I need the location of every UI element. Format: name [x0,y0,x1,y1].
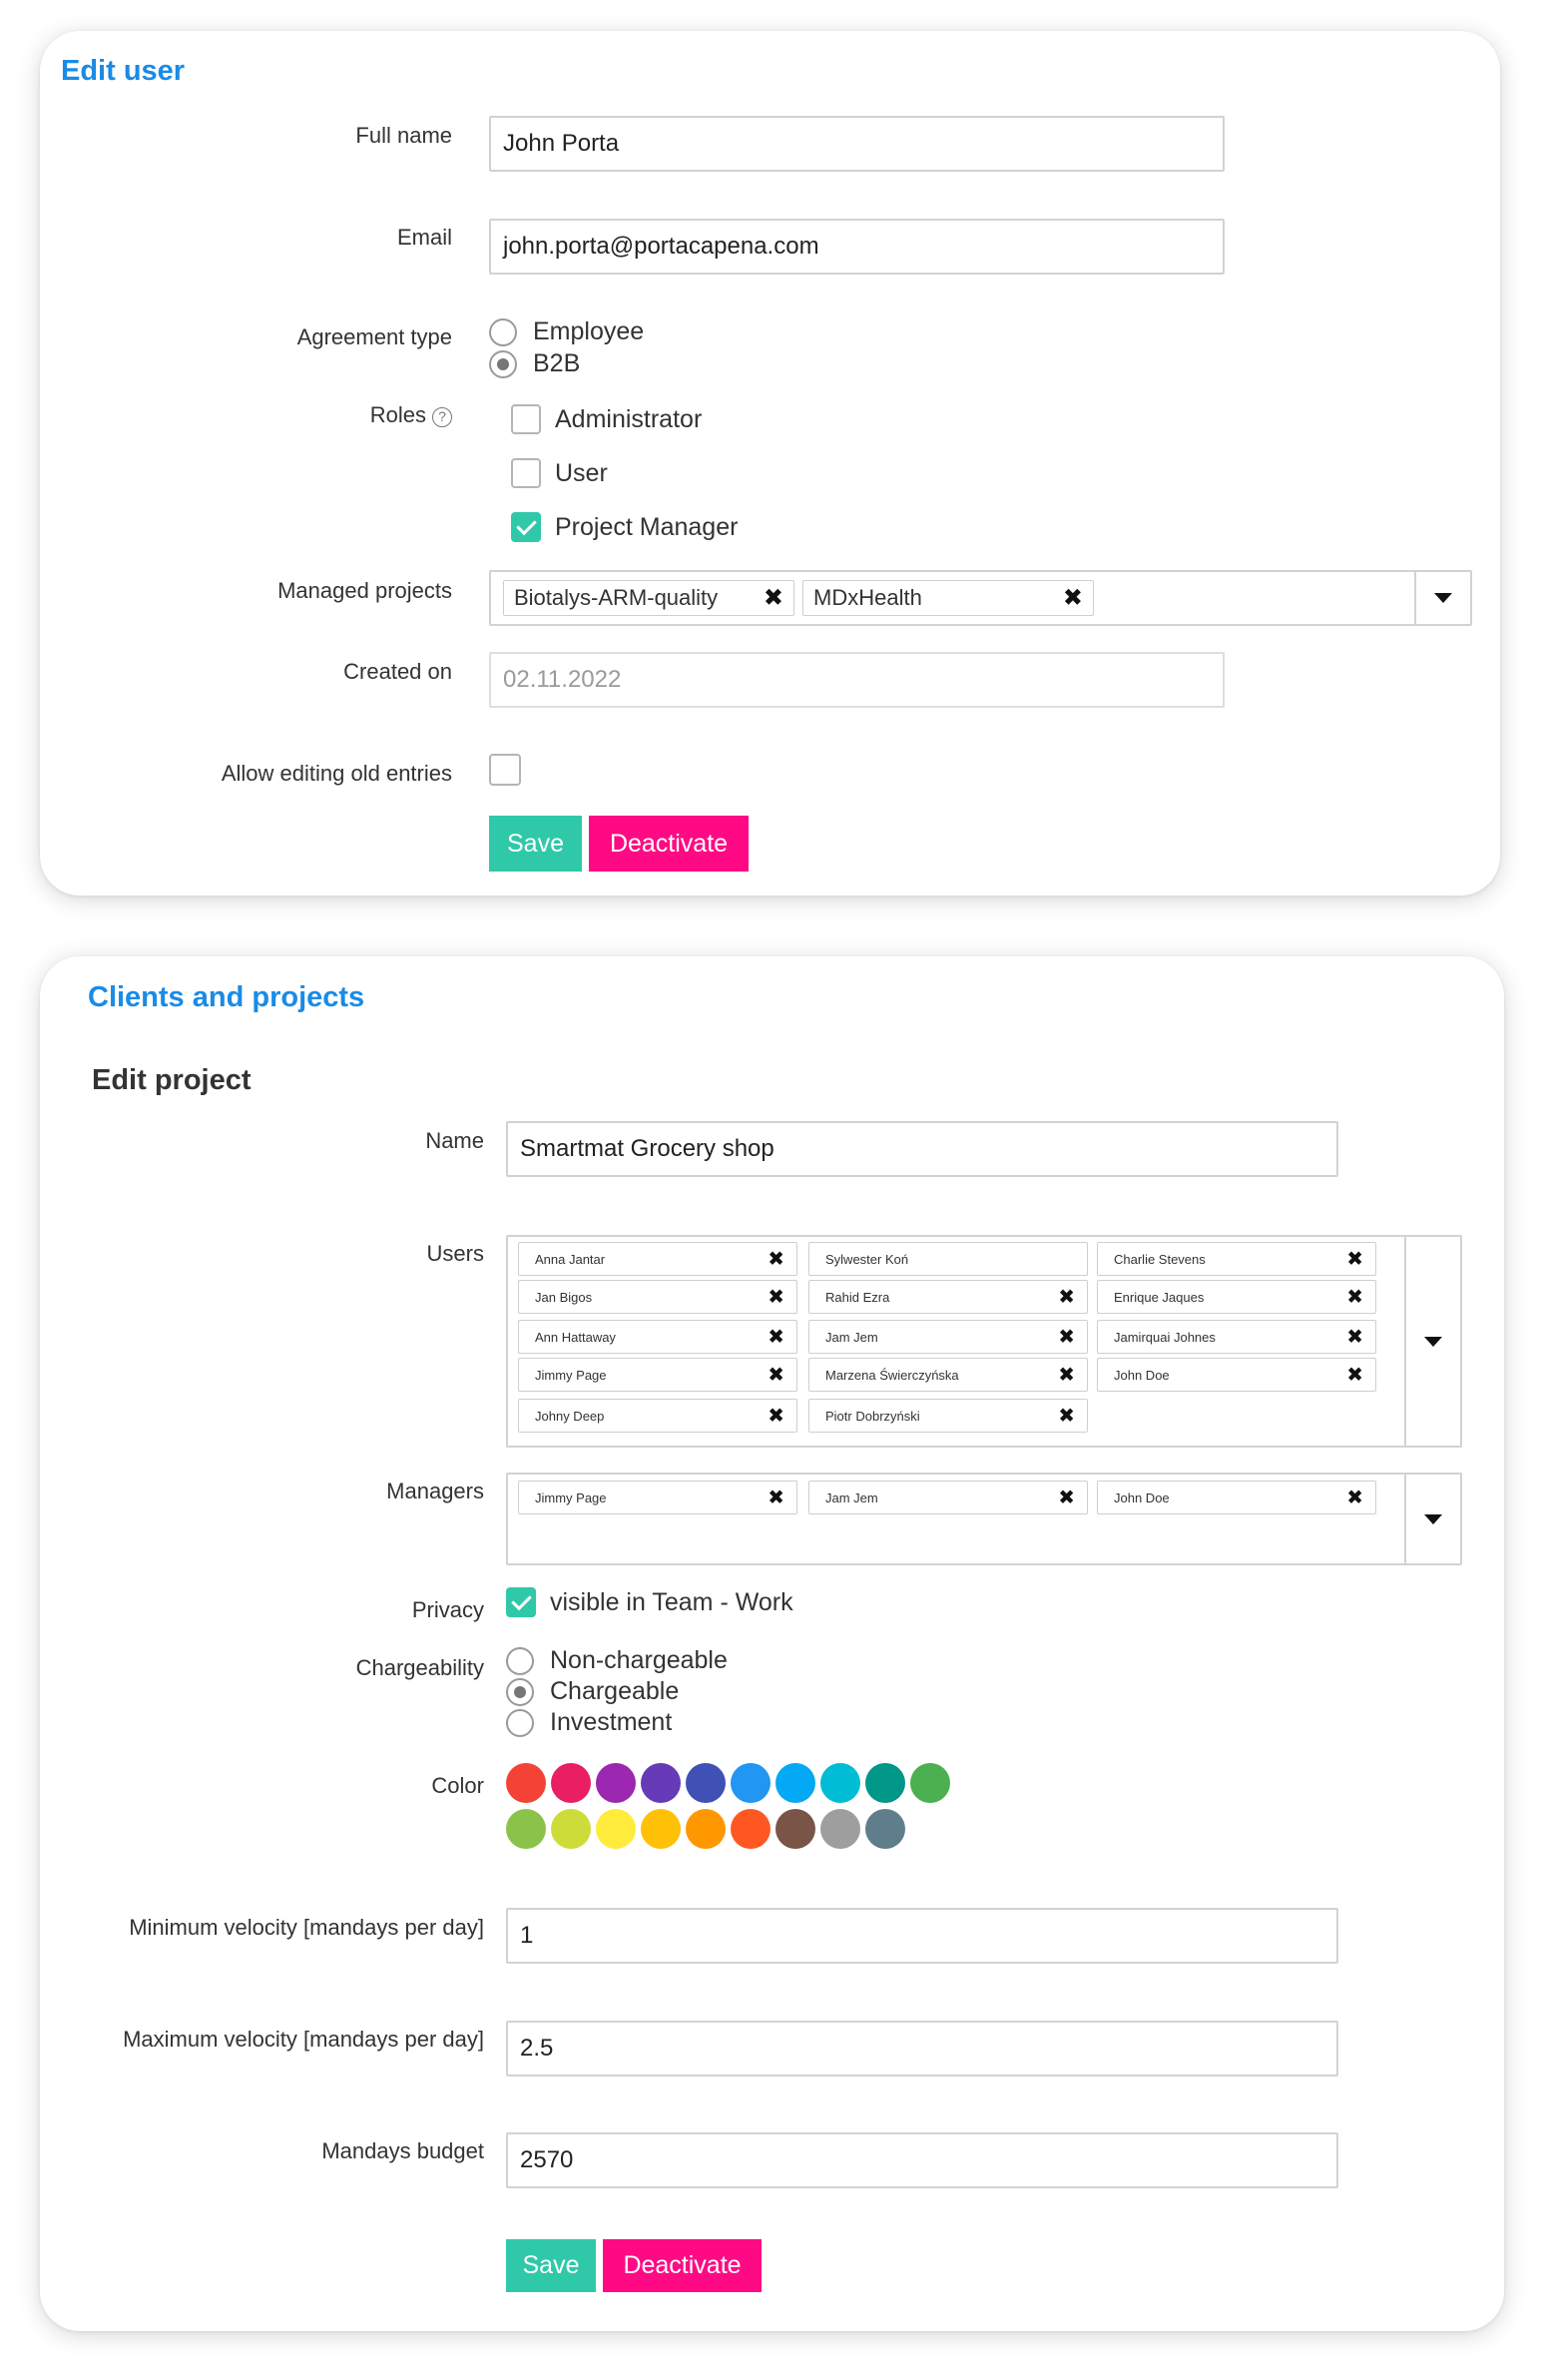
chargeability-investment[interactable] [506,1708,672,1737]
color-swatch[interactable] [506,1763,546,1803]
role-project-manager[interactable] [511,512,738,542]
clients-projects-title: Clients and projects [88,981,365,1013]
administrator-label: Administrator [555,404,703,433]
agreement-b2b-option[interactable] [489,349,580,378]
chargeability-non-chargeable[interactable] [506,1646,728,1675]
color-swatch[interactable] [641,1809,681,1849]
non-chargeable-label: Non-chargeable [550,1646,728,1674]
tag-label: Rahid Ezra [825,1289,890,1305]
radio-investment[interactable] [506,1709,534,1737]
user-tag [808,1320,1088,1354]
checkbox-administrator[interactable] [511,404,541,434]
deactivate-button[interactable]: Deactivate [603,2239,762,2292]
color-swatch[interactable] [820,1763,860,1803]
user-tag [808,1399,1088,1433]
color-swatch[interactable] [506,1809,546,1849]
color-swatch[interactable] [551,1809,591,1849]
full-name-label: Full name [355,123,452,148]
users-label: Users [426,1241,484,1266]
checkbox-allow-editing[interactable] [489,754,521,786]
user-tag [1097,1358,1376,1392]
project-manager-label: Project Manager [555,512,739,541]
project-name-input[interactable]: Smartmat Grocery shop [506,1121,1338,1177]
edit-user-card [40,31,1500,895]
color-swatch[interactable] [865,1809,905,1849]
managers-label: Managers [386,1479,484,1503]
radio-employee[interactable] [489,318,517,346]
b2b-label: B2B [533,349,581,377]
min-velocity-label: Minimum velocity [mandays per day] [129,1915,484,1940]
privacy-option[interactable] [506,1587,793,1617]
radio-non-chargeable[interactable] [506,1647,534,1675]
color-swatch[interactable] [775,1809,815,1849]
manager-tag [1097,1481,1376,1514]
tag-label: Jam Jem [825,1329,878,1345]
color-picker [506,1763,965,1863]
remove-icon[interactable]: ✖ [1346,1248,1363,1271]
managed-projects-select[interactable] [489,570,1472,626]
remove-icon[interactable]: ✖ [1346,1286,1363,1309]
user-label: User [555,458,608,487]
checkbox-project-manager[interactable] [511,512,541,542]
remove-icon[interactable]: ✖ [1346,1487,1363,1509]
color-swatch[interactable] [551,1763,591,1803]
tag-label: MDxHealth [813,585,922,610]
remove-icon[interactable]: ✖ [768,1364,784,1387]
managers-select[interactable] [506,1473,1462,1565]
allow-editing-option[interactable] [489,754,535,786]
manager-tag [808,1481,1088,1514]
color-swatch[interactable] [686,1763,726,1803]
tag-label: Ann Hattaway [535,1329,616,1345]
tag-label: Piotr Dobrzyński [825,1408,920,1424]
clients-projects-card [40,956,1504,2331]
save-button[interactable]: Save [489,816,582,872]
user-tag [518,1280,797,1314]
color-swatch[interactable] [596,1763,636,1803]
remove-icon[interactable]: ✖ [1062,584,1083,612]
role-user[interactable] [511,458,608,488]
dropdown-arrow-icon[interactable] [1404,1475,1460,1563]
tag-label: Anna Jantar [535,1251,606,1267]
roles-label [370,402,452,428]
color-swatch[interactable] [775,1763,815,1803]
color-swatch[interactable] [910,1763,950,1803]
user-tag [808,1242,1088,1276]
remove-icon[interactable]: ✖ [1346,1364,1363,1387]
user-tag [1097,1320,1376,1354]
chargeable-label: Chargeable [550,1677,680,1705]
allow-editing-label: Allow editing old entries [221,761,452,786]
managed-project-tag [503,580,794,616]
checkbox-privacy[interactable] [506,1587,536,1617]
tag-label: Jamirquai Johnes [1114,1329,1216,1345]
remove-icon[interactable]: ✖ [1058,1405,1075,1428]
user-tag [518,1242,797,1276]
tag-label: Biotalys-ARM-quality [514,585,719,610]
remove-icon[interactable]: ✖ [768,1405,784,1428]
created-on-input: 02.11.2022 [489,652,1225,708]
color-label: Color [431,1773,484,1798]
color-swatch[interactable] [596,1809,636,1849]
max-velocity-input[interactable]: 2.5 [506,2021,1338,2077]
tag-label: Jan Bigos [535,1289,593,1305]
roles-label-text: Roles [369,402,426,427]
user-tag [808,1358,1088,1392]
dropdown-arrow-icon[interactable] [1414,572,1470,624]
remove-icon[interactable]: ✖ [1058,1326,1075,1349]
help-icon[interactable]: ? [432,407,452,427]
role-administrator[interactable] [511,404,702,434]
tag-label: Sylwester Koń [825,1251,909,1267]
remove-icon[interactable]: ✖ [768,1286,784,1309]
full-name-input[interactable]: John Porta [489,116,1225,172]
checkbox-user[interactable] [511,458,541,488]
tag-label: Jimmy Page [535,1489,607,1505]
user-tag [518,1320,797,1354]
tag-label: Johny Deep [535,1408,605,1424]
color-swatch[interactable] [731,1763,771,1803]
user-tag [518,1399,797,1433]
remove-icon[interactable]: ✖ [768,1248,784,1271]
mandays-budget-input[interactable]: 2570 [506,2132,1338,2188]
managed-project-tag [802,580,1094,616]
email-label: Email [396,225,452,250]
created-on-label: Created on [343,659,452,684]
radio-b2b[interactable] [489,350,517,378]
edit-user-title: Edit user [61,55,186,87]
tag-label: Jimmy Page [535,1367,607,1383]
mandays-budget-label: Mandays budget [321,2138,484,2163]
remove-icon[interactable]: ✖ [1058,1364,1075,1387]
privacy-option-label: visible in Team - Work [550,1587,793,1616]
chargeability-label: Chargeability [355,1655,484,1680]
users-select[interactable] [506,1235,1462,1448]
radio-chargeable[interactable] [506,1678,534,1706]
tag-label: Enrique Jaques [1114,1289,1205,1305]
user-tag [518,1358,797,1392]
remove-icon[interactable]: ✖ [1058,1286,1075,1309]
tag-label: John Doe [1114,1489,1170,1505]
agreement-employee-option[interactable] [489,317,644,346]
manager-tag [518,1481,797,1514]
color-swatch[interactable] [731,1809,771,1849]
user-tag [1097,1242,1376,1276]
dropdown-arrow-icon[interactable] [1404,1237,1460,1446]
remove-icon[interactable]: ✖ [1346,1326,1363,1349]
managed-projects-label: Managed projects [277,578,452,603]
employee-label: Employee [533,317,645,345]
color-swatch[interactable] [820,1809,860,1849]
min-velocity-input[interactable]: 1 [506,1908,1338,1964]
chargeability-chargeable[interactable] [506,1677,679,1706]
project-name-label: Name [425,1128,484,1153]
user-tag [1097,1280,1376,1314]
tag-label: Marzena Świerczyńska [825,1367,959,1383]
privacy-label: Privacy [411,1597,484,1622]
color-swatch[interactable] [686,1809,726,1849]
edit-project-title: Edit project [92,1064,252,1096]
remove-icon[interactable]: ✖ [763,584,783,612]
agreement-type-label: Agreement type [296,324,452,349]
remove-icon[interactable]: ✖ [1058,1487,1075,1509]
max-velocity-label: Maximum velocity [mandays per day] [123,2027,484,2052]
color-swatch[interactable] [865,1763,905,1803]
remove-icon[interactable]: ✖ [768,1326,784,1349]
remove-icon[interactable]: ✖ [768,1487,784,1509]
tag-label: Charlie Stevens [1114,1251,1206,1267]
save-button[interactable]: Save [506,2239,596,2292]
tag-label: John Doe [1114,1367,1170,1383]
investment-label: Investment [550,1708,673,1736]
deactivate-button[interactable]: Deactivate [589,816,749,872]
email-input[interactable]: john.porta@portacapena.com [489,219,1225,275]
user-tag [808,1280,1088,1314]
color-swatch[interactable] [641,1763,681,1803]
tag-label: Jam Jem [825,1489,878,1505]
